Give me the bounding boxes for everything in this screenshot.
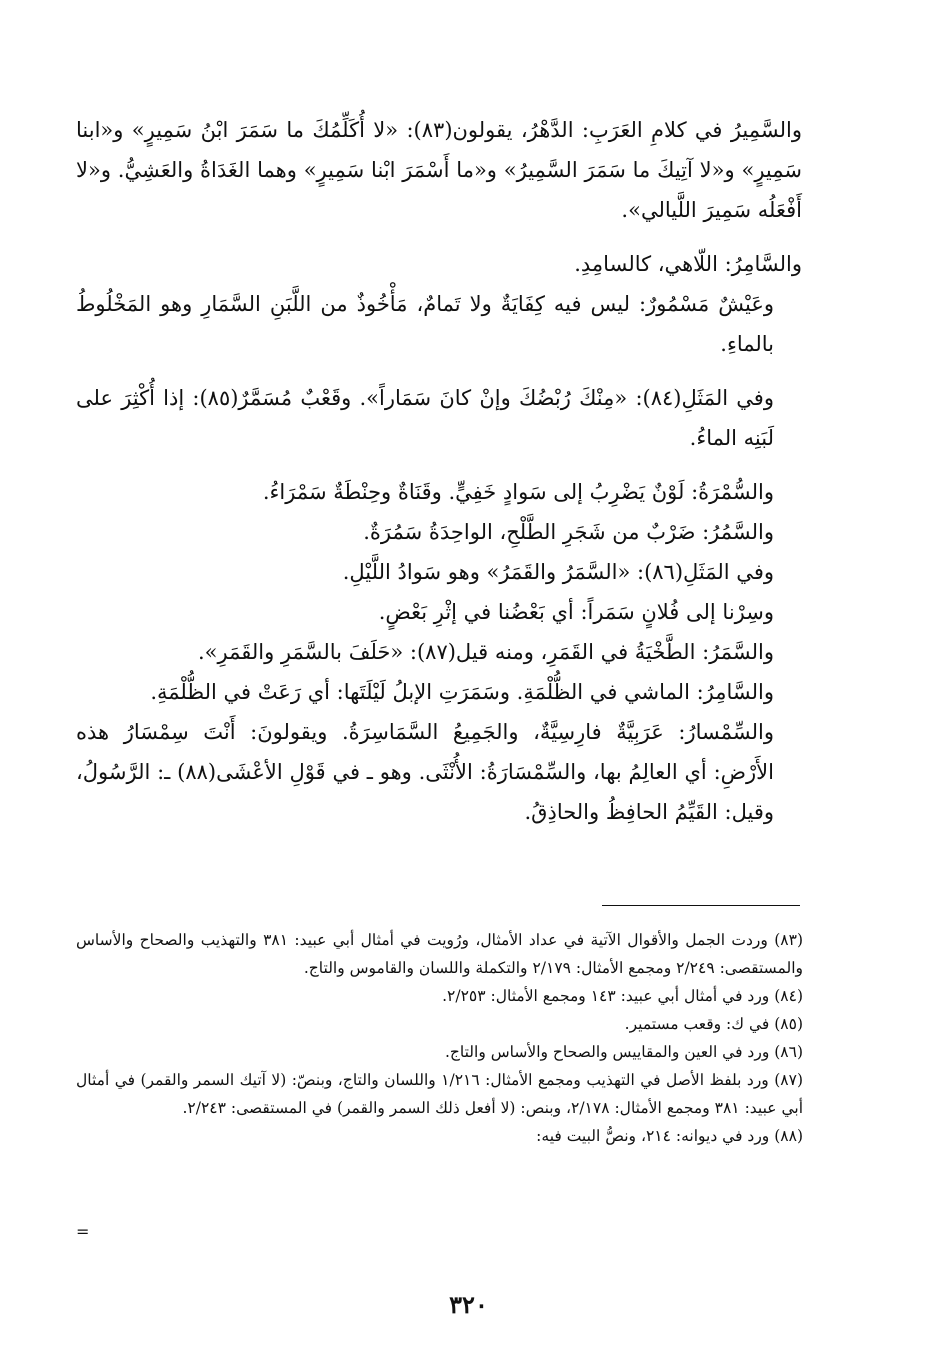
footnote-84: (٨٤) ورد في أمثال أبي عبيد: ١٤٣ ومجمع الأمثال: ٢/٢٥٣.	[442, 987, 803, 1005]
paragraph-mathal-rubdh: وفي المَثَلِ(٨٤): «مِنْكَ رُبْضُكَ وإنْ كانَ سَمَاراً». وقَعْبٌ مُسَمَّرٌ(٨٥): إذا أُكْثِرَ على لَبَنِه الماءُ.	[76, 386, 774, 450]
main-text	[76, 110, 802, 832]
paragraph-samir-lahi: والسَّامِرُ: اللّاهي، كالسامِدِ.	[574, 252, 802, 276]
paragraph-sirna-samaran: وسِرْنا إلى فُلانٍ سَمَراً: أي بَعْضُنا في إثْرِ بَعْضٍ.	[378, 600, 774, 624]
footnote-divider	[602, 905, 800, 906]
footnote-83: (٨٣) وردت الجمل والأقوال الآتية في عداد الأمثال، ورُويت في أمثال أبي عبيد: ٣٨١ والتهذيب والصحاح والأساس والمستقصى: ٢/٢٤٩ ومجمع الأمثال: ٢/١٧٩ والتكملة واللسان والقاموس والتاج.	[76, 931, 803, 977]
footnotes	[76, 926, 803, 1150]
footnote-88: (٨٨) ورد في ديوانه: ٢١٤، ونصُّ البيت فيه:	[536, 1127, 803, 1145]
paragraph-aysh-masmur: وعَيْشٌ مَسْمُورٌ: ليس فيه كِفَايَةٌ ولا تَمامٌ، مَأْخُوذٌ من اللَّبَنِ السَّمَارِ وهو المَخْلُوطُ بالماءِ.	[76, 292, 774, 356]
paragraph-tukhya: والسَّمَرُ: الطَّخْيَةُ في القَمَرِ، ومنه قيل(٨٧): «حَلَفَ بالسَّمَرِ والقَمَرِ».	[198, 640, 774, 664]
paragraph-sumra: والسُّمْرَةُ: لَوْنٌ يَضْرِبُ إلى سَوادٍ خَفِيٍّ. وقَنَاةٌ وحِنْطَةٌ سَمْرَاءُ.	[262, 480, 774, 504]
paragraph-samur-tree: والسَّمُرُ: ضَرْبٌ من شَجَرِ الطَّلْحِ، الواحِدَةُ سَمُرَةٌ.	[363, 520, 774, 544]
paragraph-samir-dahr: والسَّمِيرُ في كلامِ العَرَبِ: الدَّهْرُ، يقولون(٨٣): «لا أُكَلِّمُكَ ما سَمَرَ ابْنُ سَمِيرٍ» و«ابنا سَمِيرٍ» و«لا آتِيكَ ما سَمَرَ السَّمِيرُ» و«ما أَسْمَرَ ابْنا سَمِيرٍ» وهما الغَدَاةُ والعَشِيُّ. و«لا أَفْعَلُه سَمِيرَ اللَّيالي».	[76, 118, 802, 222]
footnote-86: (٨٦) ورد في العين والمقاييس والصحاح والأساس والتاج.	[444, 1043, 803, 1061]
paragraph-samar-qamar: وفي المَثَلِ(٨٦): «السَّمَرُ والقَمَرُ» وهو سَوادُ اللَّيْلِ.	[342, 560, 774, 584]
paragraph-samir-mashi: والسَّامِرُ: الماشي في الظُّلْمَةِ. وسَمَرَتِ الإبلُ لَيْلَتَها: أي رَعَتْ في الظُّلْمَةِ.	[150, 680, 774, 704]
footnote-87: (٨٧) ورد بلفظ الأصل في التهذيب ومجمع الأمثال: ١/٢١٦ واللسان والتاج، وبنصّ: (لا آتيك السمر والقمر) في أمثال أبي عبيد: ٣٨١ ومجمع الأمثال: ٢/١٧٨، وبنص: (لا أفعل ذلك السمر والقمر) في المستقصى: ٢/٢٤٣.	[76, 1071, 803, 1117]
continuation-mark: =	[76, 1222, 90, 1241]
paragraph-simsar: والسِّمْسارُ: عَرَبِيَّةٌ فارِسِيَّةٌ، والجَمِيعُ السَّمَاسِرَةُ. ويقولونَ: أَنْتَ سِمْسَارُ هذه الأَرْضِ: أي العالِمُ بها، والسِّمْسَارَةُ: الأُنْثَى. وهو ـ في قَوْلِ الأعْشَى(٨٨) ـ: الرَّسُولُ، وقيل: القَيِّمُ الحافِظُ والحاذِقُ.	[76, 720, 774, 824]
page-number: ٣٢٠	[449, 1290, 488, 1319]
footnote-85: (٨٥) في ك: وقعب مستمير.	[624, 1015, 803, 1033]
